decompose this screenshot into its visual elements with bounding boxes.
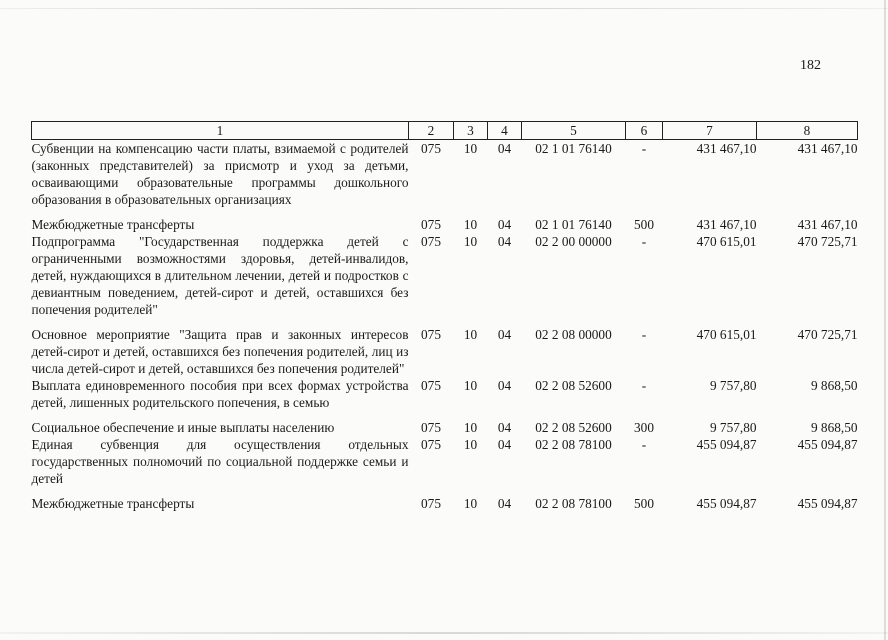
row-section: 10 <box>463 234 478 249</box>
table-row <box>32 495 858 512</box>
row-ministry-code: 075 <box>421 141 441 156</box>
row-amount-col8: 455 094,87 <box>797 496 858 511</box>
row-subsection: 04 <box>497 496 512 511</box>
table-row <box>32 436 858 495</box>
row-target-article: 02 2 08 52600 <box>535 420 612 435</box>
row-amount-col7: 431 467,10 <box>696 141 757 156</box>
row-section: 10 <box>463 378 478 393</box>
row-name: Субвенции на компенсацию части платы, взимаемой с родителей (законных представителей) за присмотр и уход за детьми, осваивающими образовательные программы дошкольного образования в образовательных организациях <box>31 141 409 207</box>
row-amount-col8: 9 868,50 <box>810 378 858 393</box>
header-col-1: 1 <box>32 122 409 140</box>
scan-edge-right <box>884 0 886 640</box>
row-subsection: 04 <box>497 217 512 232</box>
header-col-3: 3 <box>454 122 488 140</box>
row-ministry-code: 075 <box>421 437 441 452</box>
row-subsection: 04 <box>497 234 512 249</box>
row-amount-col7: 431 467,10 <box>696 217 757 232</box>
table-row <box>32 326 858 377</box>
row-ministry-code: 075 <box>421 234 441 249</box>
row-expense-type: - <box>641 327 647 342</box>
row-amount-col8: 455 094,87 <box>797 437 858 452</box>
header-col-7: 7 <box>663 122 757 140</box>
row-expense-type: - <box>641 378 647 393</box>
row-ministry-code: 075 <box>421 327 441 342</box>
row-expense-type: 500 <box>634 217 654 232</box>
row-name: Основное мероприятие "Защита прав и законных интересов детей-сирот и детей, оставшихся без попечения родителей, лиц из числа детей-сирот и детей, оставшихся без попечения родителей" <box>31 327 409 376</box>
row-name: Единая субвенция для осуществления отдельных государственных полномочий по социальной поддержке семьи и детей <box>31 437 409 486</box>
row-target-article: 02 2 08 00000 <box>535 327 612 342</box>
table-row <box>32 216 858 233</box>
table-header-row <box>32 122 858 140</box>
row-subsection: 04 <box>497 327 512 342</box>
header-col-8: 8 <box>757 122 858 140</box>
row-amount-col8: 431 467,10 <box>797 141 858 156</box>
row-section: 10 <box>463 217 478 232</box>
row-amount-col8: 9 868,50 <box>810 420 858 435</box>
row-amount-col8: 470 725,71 <box>797 327 858 342</box>
budget-table <box>31 121 858 512</box>
row-name: Межбюджетные трансферты <box>31 217 195 232</box>
table-row <box>32 140 858 217</box>
row-amount-col7: 470 615,01 <box>696 327 757 342</box>
row-amount-col8: 431 467,10 <box>797 217 858 232</box>
row-target-article: 02 2 00 00000 <box>535 234 612 249</box>
row-subsection: 04 <box>497 420 512 435</box>
scan-edge-top <box>0 8 888 9</box>
row-subsection: 04 <box>497 437 512 452</box>
row-amount-col8: 470 725,71 <box>797 234 858 249</box>
row-ministry-code: 075 <box>421 217 441 232</box>
row-target-article: 02 1 01 76140 <box>535 141 612 156</box>
row-name: Социальное обеспечение и иные выплаты населению <box>31 420 335 435</box>
row-name: Выплата единовременного пособия при всех формах устройства детей, лишенных родительского попечения, в семью <box>31 378 409 410</box>
row-amount-col7: 9 757,80 <box>709 378 757 393</box>
row-amount-col7: 9 757,80 <box>709 420 757 435</box>
row-expense-type: - <box>641 234 647 249</box>
row-section: 10 <box>463 496 478 511</box>
row-target-article: 02 2 08 52600 <box>535 378 612 393</box>
row-ministry-code: 075 <box>421 496 441 511</box>
header-col-2: 2 <box>409 122 454 140</box>
row-section: 10 <box>463 420 478 435</box>
row-amount-col7: 455 094,87 <box>696 437 757 452</box>
header-col-5: 5 <box>522 122 626 140</box>
header-col-4: 4 <box>488 122 522 140</box>
row-expense-type: - <box>641 437 647 452</box>
row-amount-col7: 455 094,87 <box>696 496 757 511</box>
row-target-article: 02 2 08 78100 <box>535 496 612 511</box>
row-amount-col7: 470 615,01 <box>696 234 757 249</box>
row-section: 10 <box>463 327 478 342</box>
row-name: Подпрограмма "Государственная поддержка детей с ограниченными возможностями здоровья, детей-инвалидов, детей, нуждающихся в длительном лечении, детей и подростков с девиантным поведением, детей-сирот и детей, оставшихся без попечения родителей" <box>31 234 409 317</box>
row-expense-type: 500 <box>634 496 654 511</box>
table-row <box>32 233 858 326</box>
row-section: 10 <box>463 141 478 156</box>
row-name: Межбюджетные трансферты <box>31 496 195 511</box>
row-target-article: 02 1 01 76140 <box>535 217 612 232</box>
table-row <box>32 419 858 436</box>
header-col-6: 6 <box>626 122 663 140</box>
row-subsection: 04 <box>497 141 512 156</box>
scan-edge-bottom <box>0 632 888 634</box>
row-subsection: 04 <box>497 378 512 393</box>
row-expense-type: - <box>641 141 647 156</box>
table-row <box>32 377 858 419</box>
page-number: 182 <box>800 58 821 73</box>
row-expense-type: 300 <box>634 420 654 435</box>
row-section: 10 <box>463 437 478 452</box>
row-ministry-code: 075 <box>421 378 441 393</box>
row-ministry-code: 075 <box>421 420 441 435</box>
row-target-article: 02 2 08 78100 <box>535 437 612 452</box>
